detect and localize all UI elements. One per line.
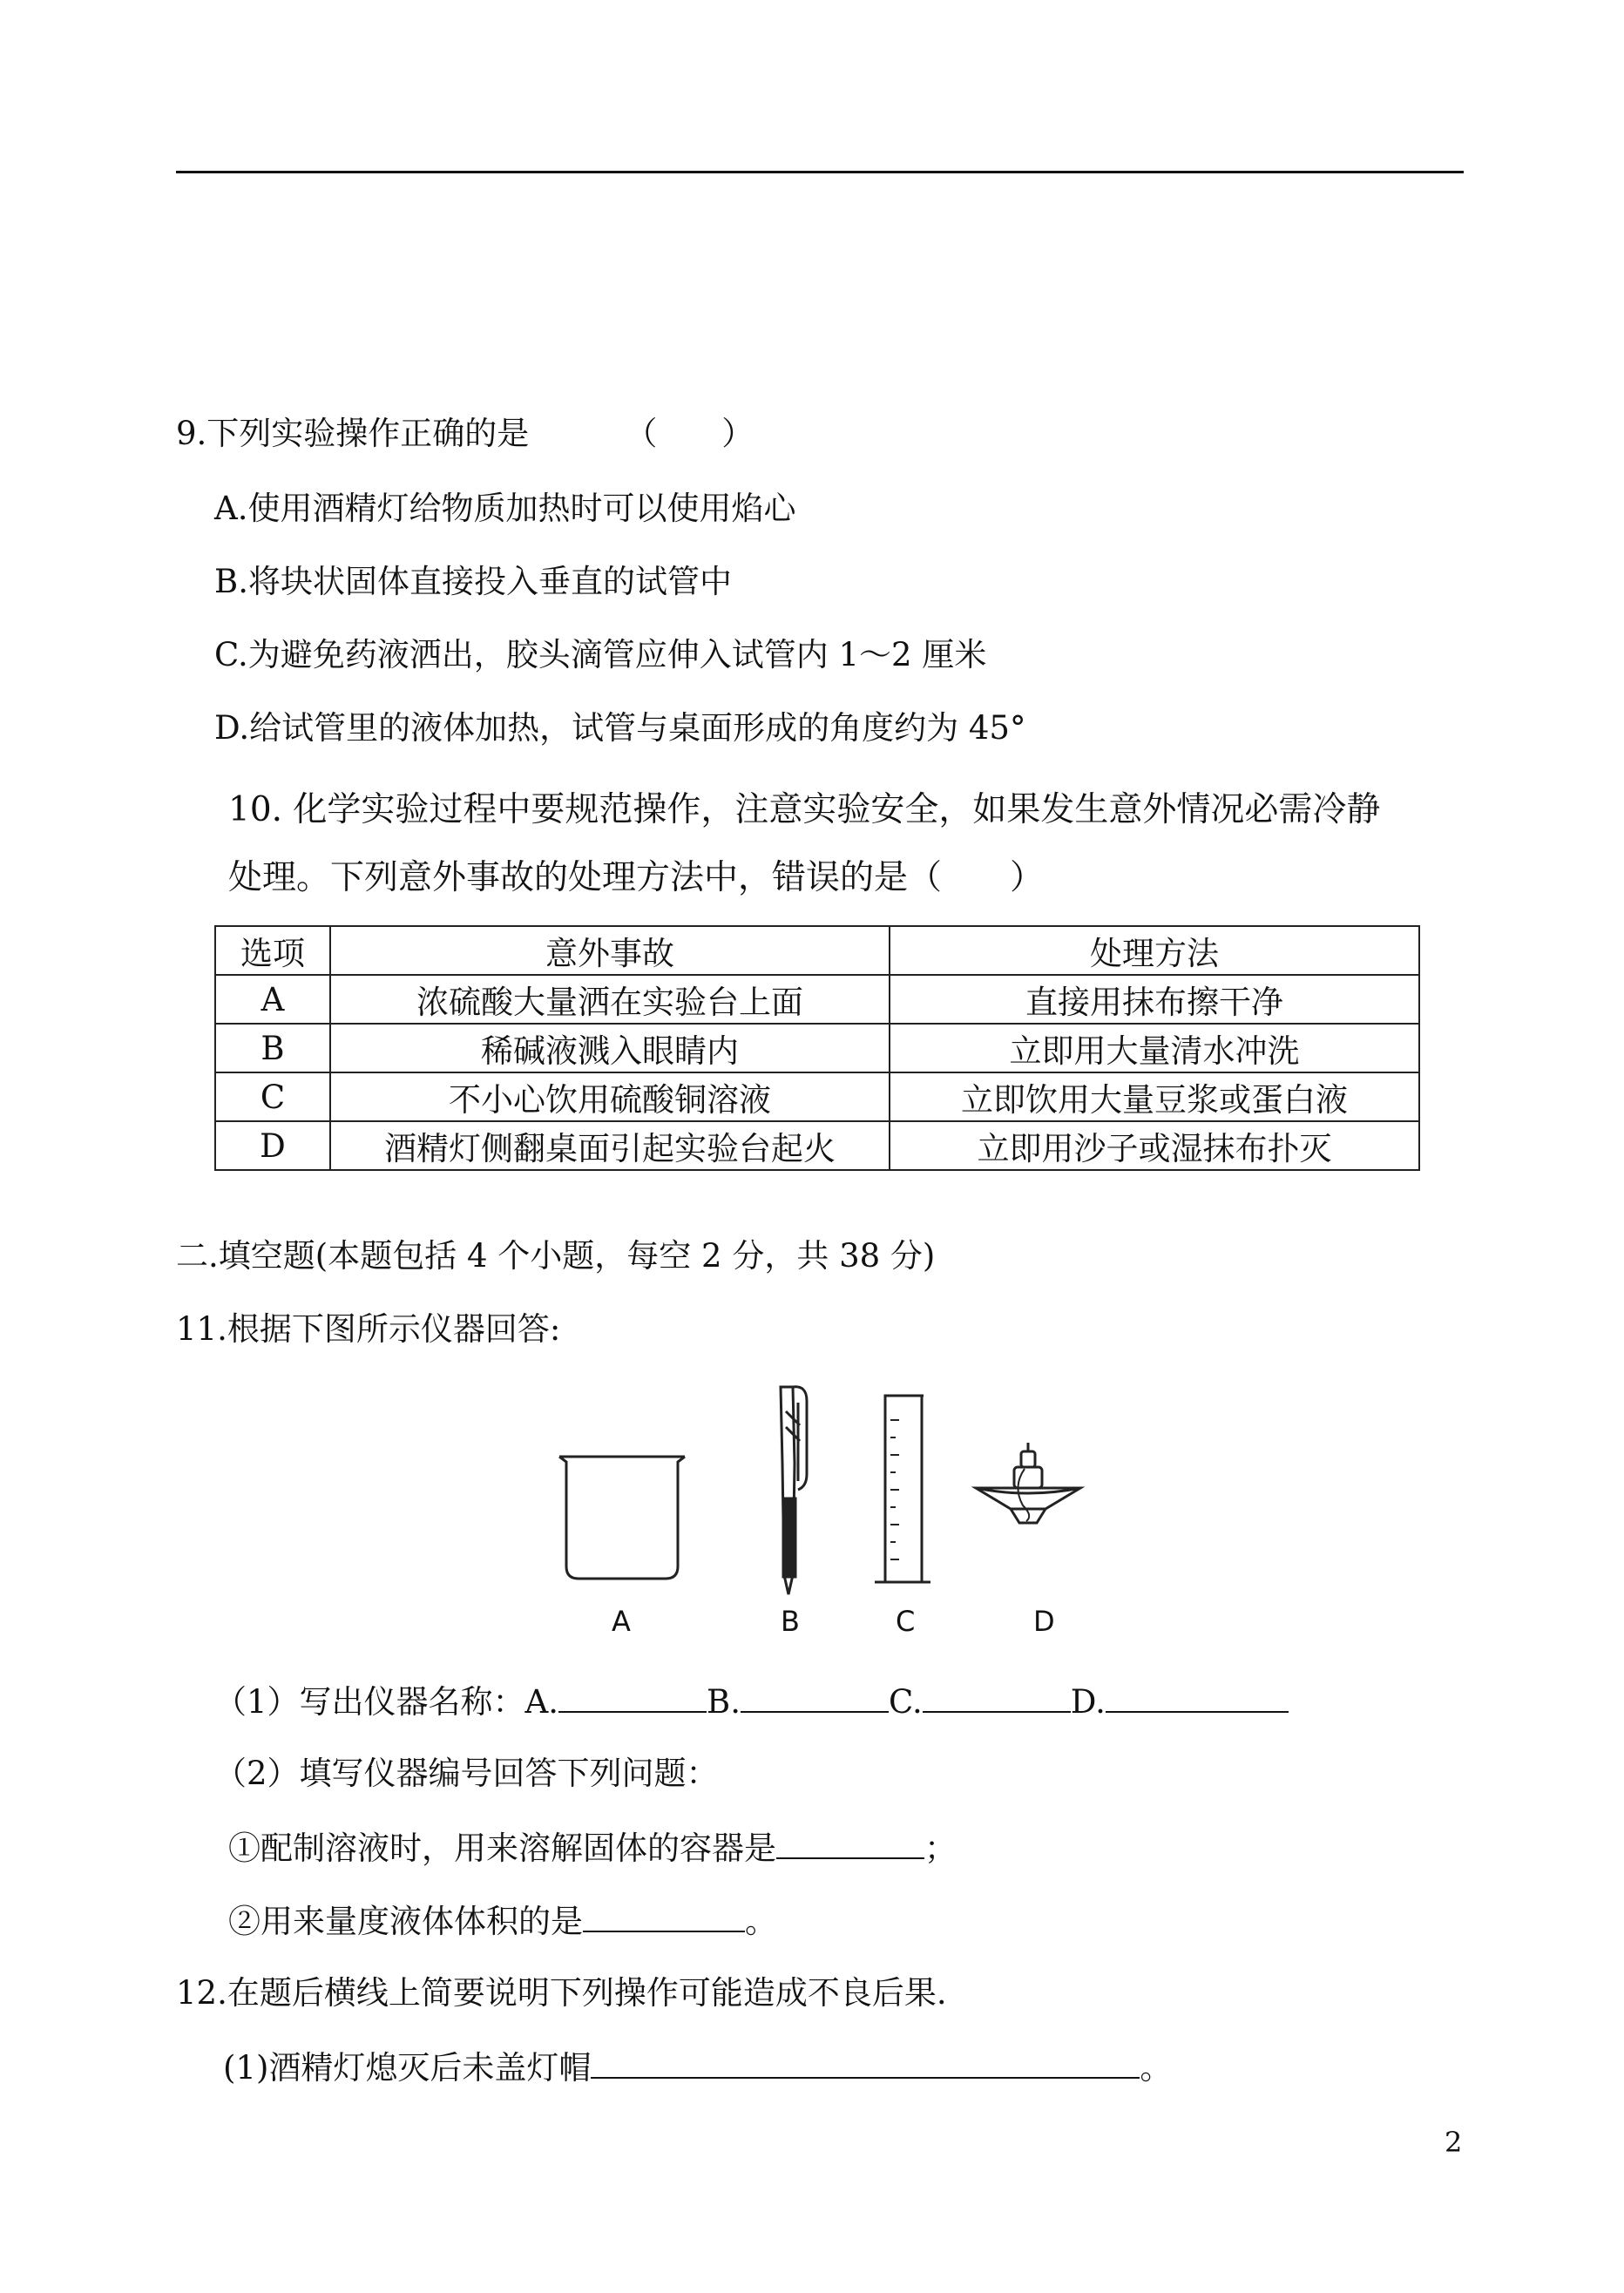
figure-label-b: B — [781, 1605, 800, 1638]
q11-part2: （2）填写仪器编号回答下列问题： — [214, 1755, 719, 1792]
q9-option-a: A.使用酒精灯给物质加热时可以使用焰心 — [214, 490, 796, 527]
table-cell: 直接用抹布擦干净 — [890, 975, 1419, 1024]
alcohol-lamp-drawing — [976, 1443, 1080, 1523]
instrument-drawings — [523, 1376, 1185, 1603]
q11-sub2 — [228, 1899, 777, 1943]
table-cell: B — [215, 1024, 330, 1072]
q9-option-d: D.给试管里的液体加热，试管与桌面形成的角度约为 45° — [214, 709, 1026, 747]
answer-blank-c[interactable] — [923, 1680, 1071, 1713]
q9-answer-paren: （ ） — [625, 415, 754, 452]
q11-part1-label-b: B. — [707, 1683, 741, 1721]
q11-sub1 — [228, 1826, 957, 1870]
table-cell: 立即饮用大量豆浆或蛋白液 — [890, 1072, 1419, 1121]
q10-stem-line1: 10. 化学实验过程中要规范操作，注意实验安全，如果发生意外情况必需冷静 — [228, 790, 1381, 829]
q11-sub1-text: ①配制溶液时，用来溶解固体的容器是 — [228, 1830, 776, 1867]
beaker-drawing — [559, 1457, 685, 1579]
answer-blank-dissolve[interactable] — [776, 1826, 924, 1859]
q11-part1-label-a: A. — [524, 1683, 559, 1721]
table-cell: D — [215, 1121, 330, 1170]
table-header-row — [215, 926, 1419, 975]
q11-part1-label-c: C. — [888, 1683, 923, 1721]
table-cell: A — [215, 975, 330, 1024]
test-tube-holder-drawing — [781, 1387, 807, 1594]
q11-sub2-end: 。 — [745, 1903, 777, 1940]
q11-sub2-text: ②用来量度液体体积的是 — [228, 1903, 583, 1940]
table-row — [215, 1121, 1419, 1170]
q12-sub1 — [223, 2046, 1172, 2089]
page-number: 2 — [1445, 2126, 1463, 2159]
table-cell: 酒精灯侧翻桌面引起实验台起火 — [330, 1121, 890, 1170]
q11-part1 — [214, 1680, 1289, 1723]
header-rule — [176, 171, 1464, 173]
answer-blank-b[interactable] — [741, 1680, 889, 1713]
q11-sub1-end: ； — [924, 1830, 957, 1867]
q12-sub1-end: 。 — [1140, 2049, 1173, 2087]
accident-table — [214, 925, 1420, 1171]
answer-blank-lamp-cap[interactable] — [591, 2046, 1140, 2079]
q10-stem-line2: 处理。下列意外事故的处理方法中，错误的是（ ） — [228, 858, 1045, 897]
q11-stem: 11.根据下图所示仪器回答: — [176, 1310, 561, 1348]
q12-sub1-text: (1)酒精灯熄灭后未盖灯帽 — [223, 2049, 592, 2087]
table-row — [215, 975, 1419, 1024]
figure-label-d: D — [1033, 1605, 1055, 1638]
table-cell: 立即用大量清水冲洗 — [890, 1024, 1419, 1072]
q11-part1-label-d: D. — [1070, 1683, 1106, 1721]
q12-stem: 12.在题后横线上简要说明下列操作可能造成不良后果. — [176, 1974, 947, 2012]
graduated-cylinder-drawing — [875, 1396, 930, 1582]
table-cell: 不小心饮用硫酸铜溶液 — [330, 1072, 890, 1121]
section-2-heading: 二.填空题(本题包括 4 个小题，每空 2 分，共 38 分) — [176, 1237, 936, 1275]
q9-stem: 9.下列实验操作正确的是 （ ） — [176, 415, 754, 452]
q9-option-c: C.为避免药液洒出，胶头滴管应伸入试管内 1～2 厘米 — [214, 636, 987, 673]
table-header-cell: 处理方法 — [890, 926, 1419, 975]
answer-blank-a[interactable] — [558, 1680, 707, 1713]
table-header-cell: 意外事故 — [330, 926, 890, 975]
table-row — [215, 1072, 1419, 1121]
instrument-figure — [523, 1376, 1185, 1655]
table-row — [215, 1024, 1419, 1072]
answer-blank-measure[interactable] — [583, 1899, 745, 1932]
table-header-cell: 选项 — [215, 926, 330, 975]
q11-part1-prefix: （1）写出仪器名称： — [214, 1683, 525, 1721]
table-cell: 立即用沙子或湿抹布扑灭 — [890, 1121, 1419, 1170]
table-cell: C — [215, 1072, 330, 1121]
figure-label-c: C — [896, 1605, 916, 1638]
answer-blank-d[interactable] — [1106, 1680, 1289, 1713]
q9-option-b: B.将块状固体直接投入垂直的试管中 — [214, 563, 732, 600]
table-cell: 稀碱液溅入眼睛内 — [330, 1024, 890, 1072]
table-cell: 浓硫酸大量洒在实验台上面 — [330, 975, 890, 1024]
figure-label-a: A — [612, 1605, 631, 1638]
